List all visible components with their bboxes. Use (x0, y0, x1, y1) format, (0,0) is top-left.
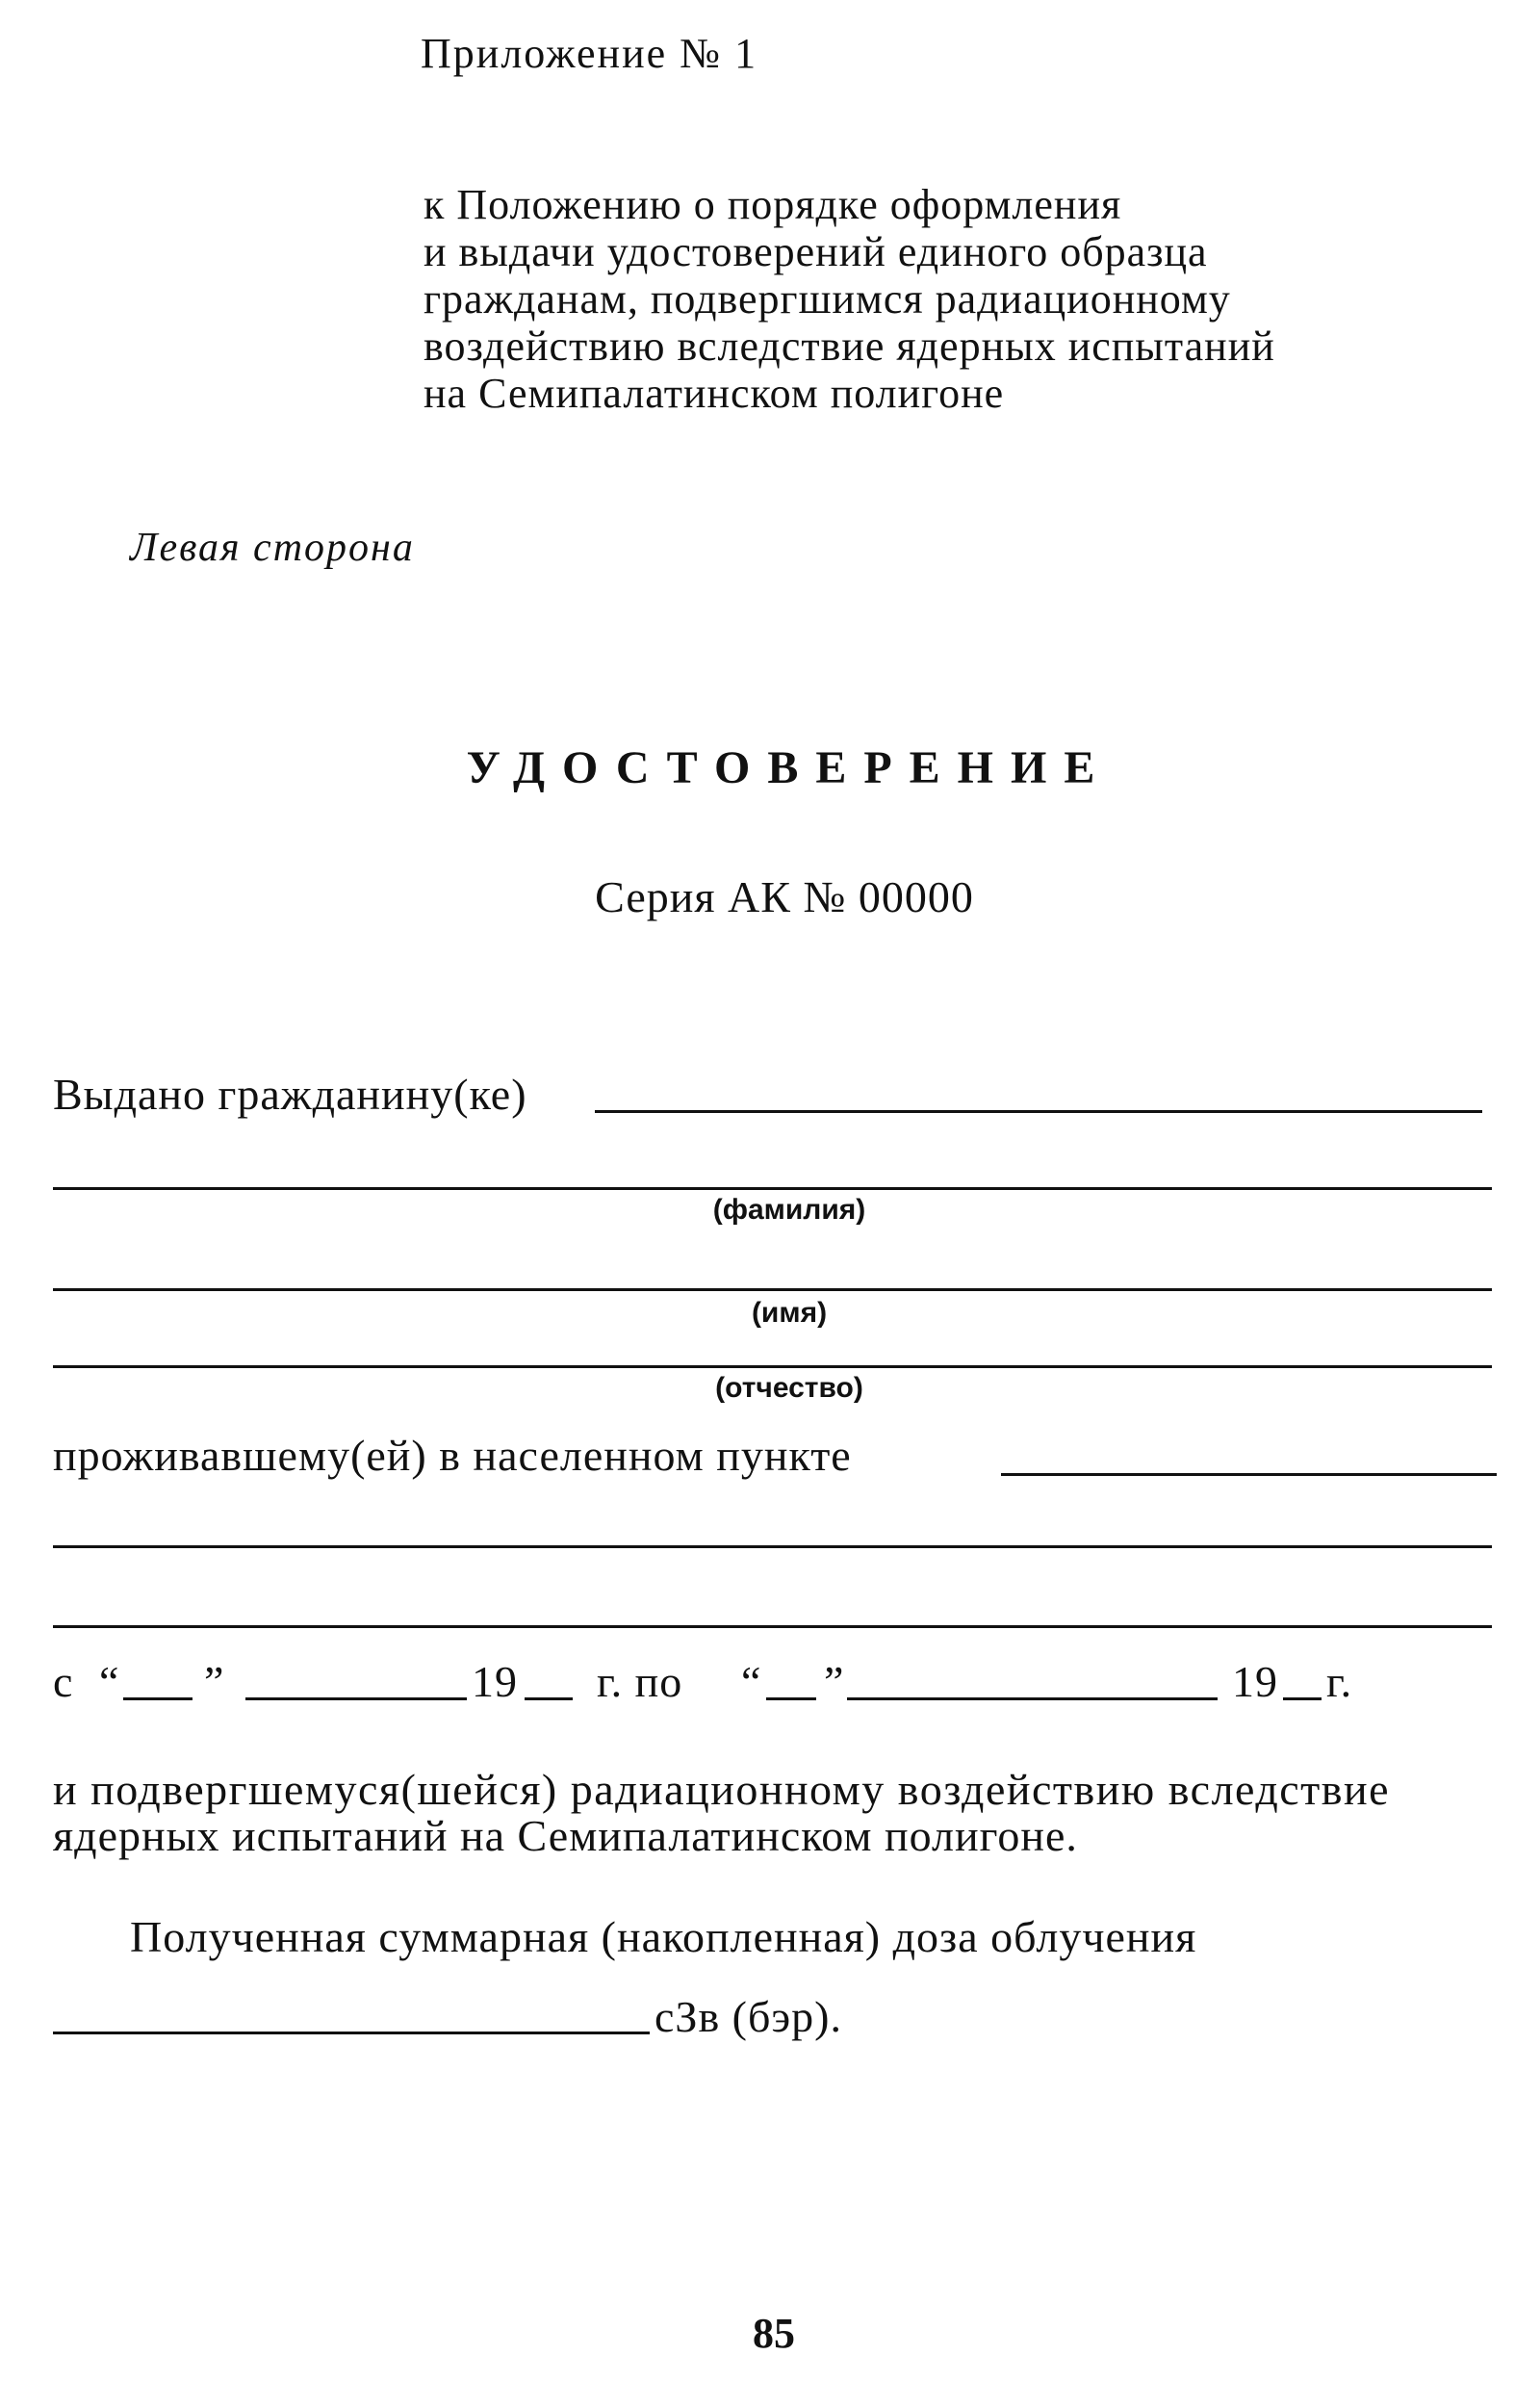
open-quote: “ (99, 1657, 120, 1706)
name-caption: (имя) (751, 1297, 828, 1329)
start-year-suffix: г. по (597, 1657, 683, 1706)
start-month-field (245, 1697, 467, 1700)
residence-label: проживавшему(ей) в населенном пункте (53, 1431, 852, 1480)
certificate-title: УДОСТОВЕРЕНИЕ (466, 742, 1113, 793)
start-year-field (525, 1697, 573, 1700)
annex-description (424, 181, 1275, 417)
end-year-field (1283, 1697, 1322, 1700)
annex-description-line: на Семипалатинском полигоне (424, 370, 1005, 417)
exposure-statement-line: и подвергшемуся(шейся) радиационному воздействию вследствие (53, 1765, 1391, 1814)
annex-title: Приложение № 1 (421, 30, 758, 77)
annex-description-line: воздействию вследствие ядерных испытаний (424, 323, 1275, 370)
annex-description-line: к Положению о порядке оформления (424, 181, 1122, 228)
end-month-field (847, 1697, 1218, 1700)
dose-field (53, 2032, 650, 2034)
annex-description-line: гражданам, подвергшимся радиационному (424, 275, 1231, 323)
start-day-field (123, 1697, 192, 1700)
name-field (53, 1288, 1492, 1291)
end-day-field (766, 1697, 816, 1700)
residence-field-line (53, 1625, 1492, 1628)
page-number: 85 (753, 2310, 795, 2357)
surname-caption: (фамилия) (712, 1194, 866, 1226)
issued-to-label: Выдано гражданину(ке) (53, 1070, 527, 1119)
patronymic-caption: (отчество) (715, 1372, 863, 1404)
side-label: Левая сторона (130, 526, 415, 570)
dose-label: Полученная суммарная (накопленная) доза облучения (130, 1912, 1197, 1961)
dose-unit: сЗв (бэр). (654, 1992, 842, 2041)
close-quote: ” (204, 1657, 225, 1706)
residence-field-line (53, 1545, 1492, 1548)
surname-field (53, 1187, 1492, 1190)
period-from-label: с (53, 1657, 74, 1706)
close-quote: ” (824, 1657, 845, 1706)
residence-field (1001, 1473, 1497, 1476)
open-quote: “ (741, 1657, 762, 1706)
issued-to-field (595, 1110, 1482, 1113)
end-year-prefix: 19 (1232, 1657, 1278, 1706)
end-year-suffix: г. (1326, 1657, 1353, 1706)
start-year-prefix: 19 (472, 1657, 518, 1706)
certificate-serial: Серия АК № 00000 (595, 872, 974, 921)
exposure-statement-line: ядерных испытаний на Семипалатинском полигоне. (53, 1811, 1078, 1860)
patronymic-field (53, 1365, 1492, 1368)
annex-description-line: и выдачи удостоверений единого образца (424, 228, 1208, 275)
